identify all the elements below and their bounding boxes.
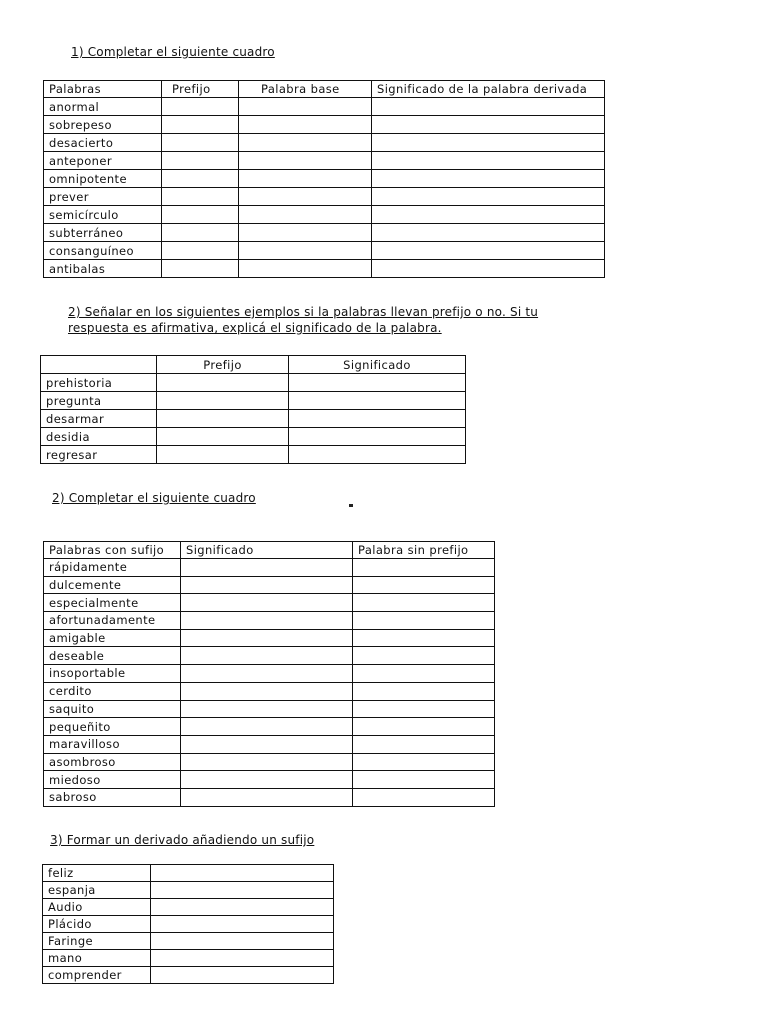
answer-cell[interactable] [239, 170, 372, 188]
answer-cell[interactable] [181, 594, 353, 612]
section4-row [43, 933, 334, 950]
col-header-palabras: Palabras [44, 81, 162, 98]
answer-cell[interactable] [353, 718, 495, 736]
col-header-prefijo: Prefijo [157, 356, 289, 374]
answer-cell[interactable] [162, 152, 239, 170]
answer-cell[interactable] [353, 594, 495, 612]
section1-row [44, 134, 605, 152]
answer-cell[interactable] [157, 374, 289, 392]
col-header-prefijo: Prefijo [162, 81, 239, 98]
word-cell: prehistoria [41, 374, 157, 392]
word-cell: semicírculo [44, 206, 162, 224]
answer-cell[interactable] [162, 134, 239, 152]
word-cell: omnipotente [44, 170, 162, 188]
word-cell: prever [44, 188, 162, 206]
section2-row [41, 410, 466, 428]
word-cell: sobrepeso [44, 116, 162, 134]
answer-cell[interactable] [162, 98, 239, 116]
section4-heading: 3) Formar un derivado añadiendo un sufijo [50, 833, 315, 847]
answer-cell[interactable] [353, 771, 495, 789]
answer-cell[interactable] [239, 188, 372, 206]
answer-cell[interactable] [239, 152, 372, 170]
answer-cell[interactable] [157, 410, 289, 428]
section2-row [41, 392, 466, 410]
section2-table [40, 355, 466, 464]
answer-cell[interactable] [353, 700, 495, 718]
answer-cell[interactable] [162, 242, 239, 260]
answer-cell[interactable] [151, 899, 334, 916]
answer-cell[interactable] [239, 116, 372, 134]
section3-row [44, 718, 495, 736]
word-cell: insoportable [44, 665, 181, 683]
answer-cell[interactable] [181, 665, 353, 683]
section1-row [44, 188, 605, 206]
word-cell: rápidamente [44, 559, 181, 577]
answer-cell[interactable] [162, 170, 239, 188]
answer-cell[interactable] [181, 647, 353, 665]
section1-header-row [44, 81, 605, 98]
answer-cell[interactable] [157, 392, 289, 410]
answer-cell[interactable] [353, 629, 495, 647]
word-cell: deseable [44, 647, 181, 665]
section2-row [41, 446, 466, 464]
section3-header-row [44, 542, 495, 559]
answer-cell[interactable] [372, 242, 605, 260]
word-cell: amigable [44, 629, 181, 647]
word-cell: espanja [43, 882, 151, 899]
word-cell: mano [43, 950, 151, 967]
answer-cell[interactable] [239, 224, 372, 242]
answer-cell[interactable] [353, 682, 495, 700]
word-cell: pequeñito [44, 718, 181, 736]
section3-row [44, 647, 495, 665]
answer-cell[interactable] [353, 612, 495, 630]
section3-row [44, 576, 495, 594]
answer-cell[interactable] [151, 933, 334, 950]
word-cell: desidia [41, 428, 157, 446]
answer-cell[interactable] [151, 916, 334, 933]
answer-cell[interactable] [151, 865, 334, 882]
answer-cell[interactable] [157, 428, 289, 446]
answer-cell[interactable] [181, 788, 353, 806]
section4-row [43, 916, 334, 933]
answer-cell[interactable] [181, 629, 353, 647]
section2-row [41, 428, 466, 446]
section3-row [44, 700, 495, 718]
answer-cell[interactable] [157, 446, 289, 464]
section3-row [44, 594, 495, 612]
section1-row [44, 206, 605, 224]
section2-heading-line1: 2) Señalar en los siguientes ejemplos si la palabras llevan prefijo o no. Si tu [68, 305, 539, 319]
answer-cell[interactable] [353, 788, 495, 806]
answer-cell[interactable] [162, 188, 239, 206]
section1-row [44, 170, 605, 188]
section3-row [44, 682, 495, 700]
col-header-significado-derivada: Significado de la palabra derivada [372, 81, 605, 98]
answer-cell[interactable] [289, 410, 466, 428]
answer-cell[interactable] [239, 242, 372, 260]
answer-cell[interactable] [372, 98, 605, 116]
col-header-palabra-sin-prefijo: Palabra sin prefijo [353, 542, 495, 559]
answer-cell[interactable] [239, 260, 372, 278]
section4-row [43, 865, 334, 882]
answer-cell[interactable] [289, 446, 466, 464]
answer-cell[interactable] [239, 206, 372, 224]
section3-row [44, 612, 495, 630]
word-cell: Plácido [43, 916, 151, 933]
col-header-empty [41, 356, 157, 374]
word-cell: sabroso [44, 788, 181, 806]
section3-row [44, 788, 495, 806]
answer-cell[interactable] [289, 374, 466, 392]
word-cell: miedoso [44, 771, 181, 789]
word-cell: comprender [43, 967, 151, 984]
section4-row [43, 882, 334, 899]
word-cell: maravilloso [44, 735, 181, 753]
answer-cell[interactable] [181, 753, 353, 771]
word-cell: dulcemente [44, 576, 181, 594]
answer-cell[interactable] [181, 576, 353, 594]
answer-cell[interactable] [372, 260, 605, 278]
answer-cell[interactable] [372, 170, 605, 188]
section1-row [44, 98, 605, 116]
word-cell: antibalas [44, 260, 162, 278]
word-cell: subterráneo [44, 224, 162, 242]
col-header-palabras-sufijo: Palabras con sufijo [44, 542, 181, 559]
word-cell: anormal [44, 98, 162, 116]
answer-cell[interactable] [162, 206, 239, 224]
col-header-palabra-base: Palabra base [239, 81, 372, 98]
section3-table [43, 541, 495, 807]
section2-row [41, 374, 466, 392]
section4-row [43, 967, 334, 984]
answer-cell[interactable] [372, 116, 605, 134]
answer-cell[interactable] [353, 753, 495, 771]
section1-heading: 1) Completar el siguiente cuadro [71, 45, 275, 59]
answer-cell[interactable] [239, 98, 372, 116]
section4-table [42, 864, 334, 984]
section1-row [44, 224, 605, 242]
answer-cell[interactable] [181, 682, 353, 700]
answer-cell[interactable] [372, 206, 605, 224]
section2-header-row [41, 356, 466, 374]
answer-cell[interactable] [181, 700, 353, 718]
section1-row [44, 116, 605, 134]
answer-cell[interactable] [181, 559, 353, 577]
section4-row [43, 950, 334, 967]
answer-cell[interactable] [289, 392, 466, 410]
answer-cell[interactable] [151, 882, 334, 899]
col-header-significado: Significado [289, 356, 466, 374]
answer-cell[interactable] [181, 735, 353, 753]
answer-cell[interactable] [181, 612, 353, 630]
word-cell: especialmente [44, 594, 181, 612]
section3-row [44, 771, 495, 789]
section3-row [44, 735, 495, 753]
section3-row [44, 629, 495, 647]
answer-cell[interactable] [372, 152, 605, 170]
answer-cell[interactable] [353, 559, 495, 577]
answer-cell[interactable] [372, 224, 605, 242]
word-cell: consanguíneo [44, 242, 162, 260]
answer-cell[interactable] [353, 665, 495, 683]
section1-row [44, 242, 605, 260]
answer-cell[interactable] [162, 116, 239, 134]
section1-row [44, 152, 605, 170]
word-cell: feliz [43, 865, 151, 882]
word-cell: desarmar [41, 410, 157, 428]
answer-cell[interactable] [181, 718, 353, 736]
answer-cell[interactable] [353, 647, 495, 665]
answer-cell[interactable] [162, 260, 239, 278]
word-cell: Faringe [43, 933, 151, 950]
section3-row [44, 753, 495, 771]
section1-table [43, 80, 605, 278]
word-cell: afortunadamente [44, 612, 181, 630]
word-cell: cerdito [44, 682, 181, 700]
col-header-significado: Significado [181, 542, 353, 559]
answer-cell[interactable] [353, 576, 495, 594]
section3-row [44, 559, 495, 577]
answer-cell[interactable] [372, 134, 605, 152]
section3-row [44, 665, 495, 683]
answer-cell[interactable] [372, 188, 605, 206]
answer-cell[interactable] [289, 428, 466, 446]
section3-heading: 2) Completar el siguiente cuadro [52, 491, 256, 505]
section1-row [44, 260, 605, 278]
answer-cell[interactable] [353, 735, 495, 753]
word-cell: desacierto [44, 134, 162, 152]
word-cell: saquito [44, 700, 181, 718]
answer-cell[interactable] [181, 771, 353, 789]
answer-cell[interactable] [151, 950, 334, 967]
stray-mark [349, 504, 353, 507]
word-cell: pregunta [41, 392, 157, 410]
answer-cell[interactable] [162, 224, 239, 242]
word-cell: asombroso [44, 753, 181, 771]
section2-heading-line2: respuesta es afirmativa, explicá el significado de la palabra. [68, 321, 442, 335]
answer-cell[interactable] [151, 967, 334, 984]
word-cell: regresar [41, 446, 157, 464]
word-cell: anteponer [44, 152, 162, 170]
answer-cell[interactable] [239, 134, 372, 152]
word-cell: Audio [43, 899, 151, 916]
section4-row [43, 899, 334, 916]
